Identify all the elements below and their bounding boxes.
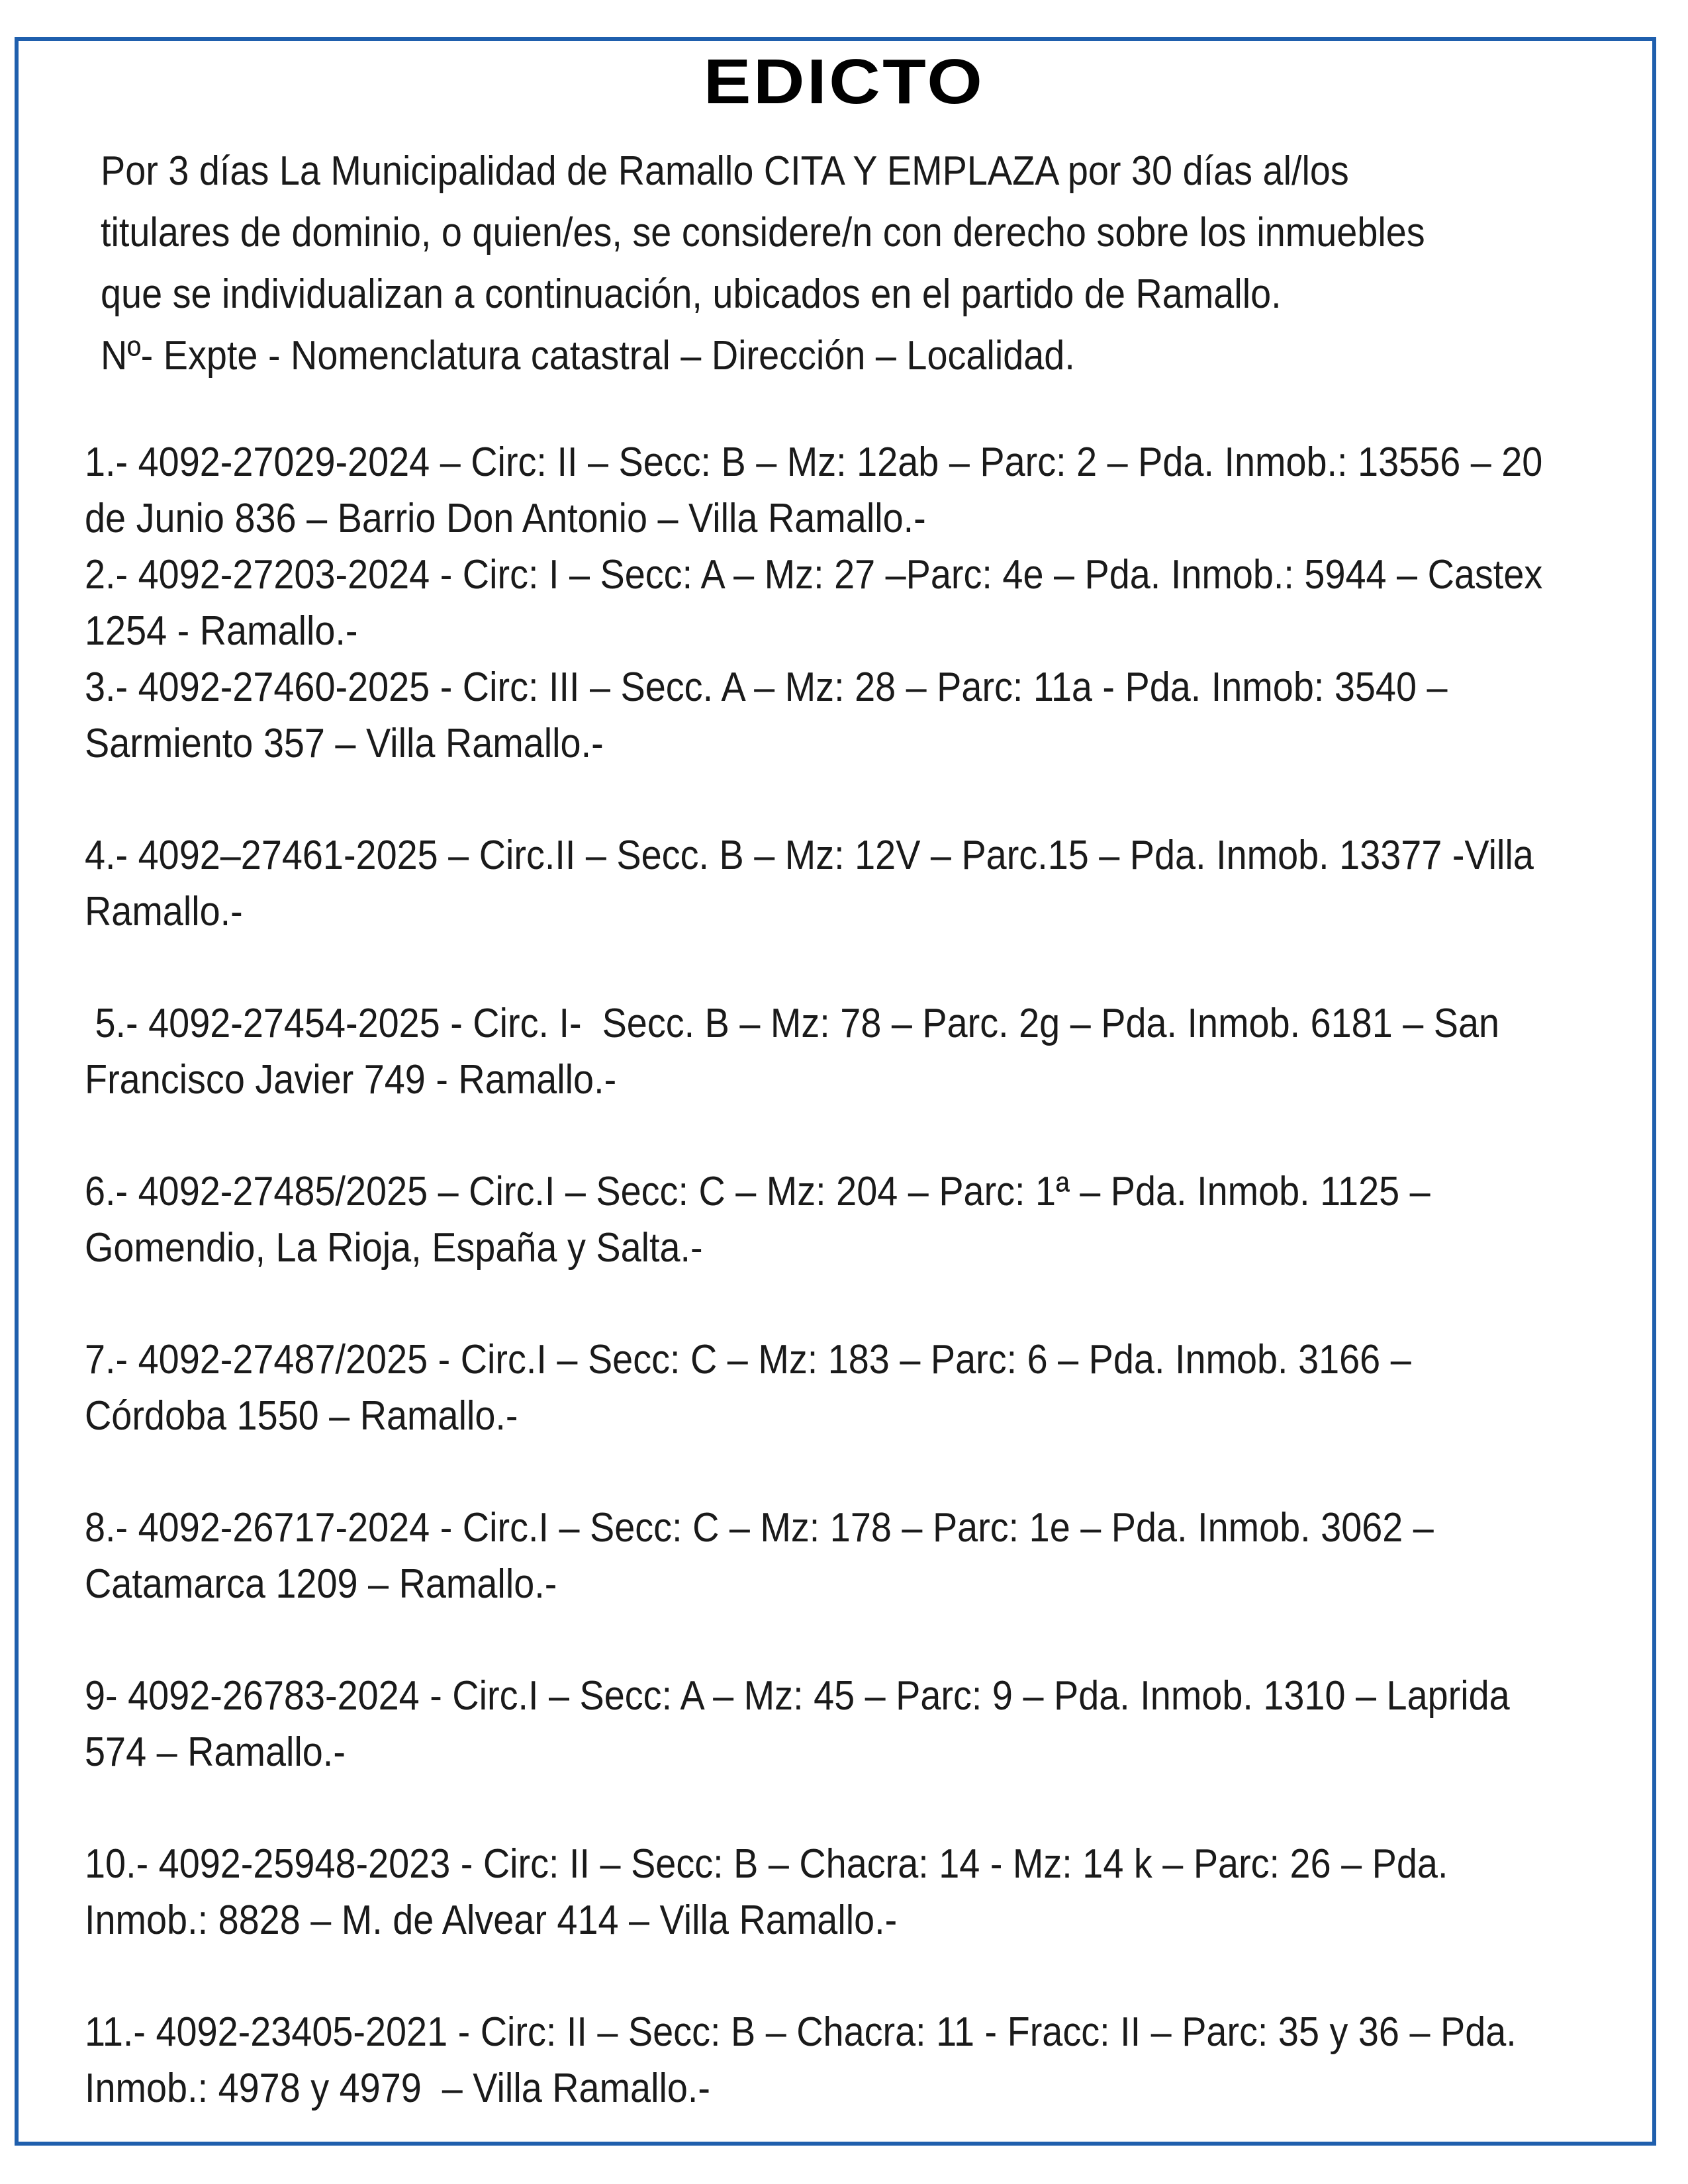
- property-entry: [85, 1500, 1673, 1612]
- edicto-title: EDICTO: [703, 46, 985, 117]
- entry-line: Francisco Javier 749 - Ramallo.-: [85, 1057, 617, 1103]
- property-entry: [85, 1836, 1673, 1948]
- property-entry: [85, 1668, 1673, 1780]
- entry-line: 11.- 4092-23405-2021 - Circ: II – Secc: B – Chacra: 11 - Fracc: II – Parc: 35 y 36 – Pda.: [85, 2009, 1517, 2055]
- entry-line: Catamarca 1209 – Ramallo.-: [85, 1561, 557, 1607]
- entry-line: 4.- 4092–27461-2025 – Circ.II – Secc. B – Mz: 12V – Parc.15 – Pda. Inmob. 13377 -Villa: [85, 833, 1534, 878]
- property-entry: [85, 1332, 1673, 1444]
- entry-line: Inmob.: 4978 y 4979 – Villa Ramallo.-: [85, 2066, 711, 2111]
- property-entry: [85, 827, 1673, 940]
- property-entry: [85, 547, 1673, 659]
- entry-line: 8.- 4092-26717-2024 - Circ.I – Secc: C – Mz: 178 – Parc: 1e – Pda. Inmob. 3062 –: [85, 1505, 1434, 1551]
- property-entry: [85, 1163, 1673, 1276]
- entry-line: Córdoba 1550 – Ramallo.-: [85, 1393, 518, 1439]
- entry-line: 2.- 4092-27203-2024 - Circ: I – Secc: A – Mz: 27 –Parc: 4e – Pda. Inmob.: 5944 – Castex: [85, 552, 1543, 598]
- entry-line: 574 – Ramallo.-: [85, 1729, 346, 1775]
- entry-line: 5.- 4092-27454-2025 - Circ. I- Secc. B – Mz: 78 – Parc. 2g – Pda. Inmob. 6181 – San: [85, 1001, 1500, 1046]
- intro-line: Nº- Expte - Nomenclatura catastral – Dirección – Localidad.: [101, 333, 1075, 379]
- entry-line: 9- 4092-26783-2024 - Circ.I – Secc: A – Mz: 45 – Parc: 9 – Pda. Inmob. 1310 – Laprida: [85, 1673, 1510, 1719]
- entry-line: de Junio 836 – Barrio Don Antonio – Villa Ramallo.-: [85, 496, 926, 541]
- entry-line: 6.- 4092-27485/2025 – Circ.I – Secc: C – Mz: 204 – Parc: 1ª – Pda. Inmob. 1125 –: [85, 1169, 1430, 1214]
- intro-line: Por 3 días La Municipalidad de Ramallo CITA Y EMPLAZA por 30 días al/los: [101, 148, 1349, 194]
- intro-line: que se individualizan a continuación, ubicados en el partido de Ramallo.: [101, 271, 1282, 317]
- entry-line: Sarmiento 357 – Villa Ramallo.-: [85, 721, 604, 766]
- entry-line: Inmob.: 8828 – M. de Alvear 414 – Villa Ramallo.-: [85, 1897, 898, 1943]
- entry-line: 1.- 4092-27029-2024 – Circ: II – Secc: B – Mz: 12ab – Parc: 2 – Pda. Inmob.: 13556 – 20: [85, 439, 1543, 485]
- property-entry: [85, 2004, 1673, 2116]
- intro-line: titulares de dominio, o quien/es, se considere/n con derecho sobre los inmuebles: [101, 210, 1425, 255]
- entry-line: 10.- 4092-25948-2023 - Circ: II – Secc: B – Chacra: 14 - Mz: 14 k – Parc: 26 – Pda.: [85, 1841, 1448, 1887]
- intro-paragraph: [101, 140, 1623, 387]
- property-entry: [85, 434, 1673, 547]
- entry-line: 1254 - Ramallo.-: [85, 608, 358, 654]
- property-entry: [85, 659, 1673, 772]
- entry-line: 3.- 4092-27460-2025 - Circ: III – Secc. A – Mz: 28 – Parc: 11a - Pda. Inmob: 3540 –: [85, 664, 1448, 710]
- entry-line: Gomendio, La Rioja, España y Salta.-: [85, 1225, 703, 1271]
- entry-line: Ramallo.-: [85, 889, 243, 934]
- property-entry: [85, 995, 1673, 1108]
- entry-line: 7.- 4092-27487/2025 - Circ.I – Secc: C – Mz: 183 – Parc: 6 – Pda. Inmob. 3166 –: [85, 1337, 1411, 1383]
